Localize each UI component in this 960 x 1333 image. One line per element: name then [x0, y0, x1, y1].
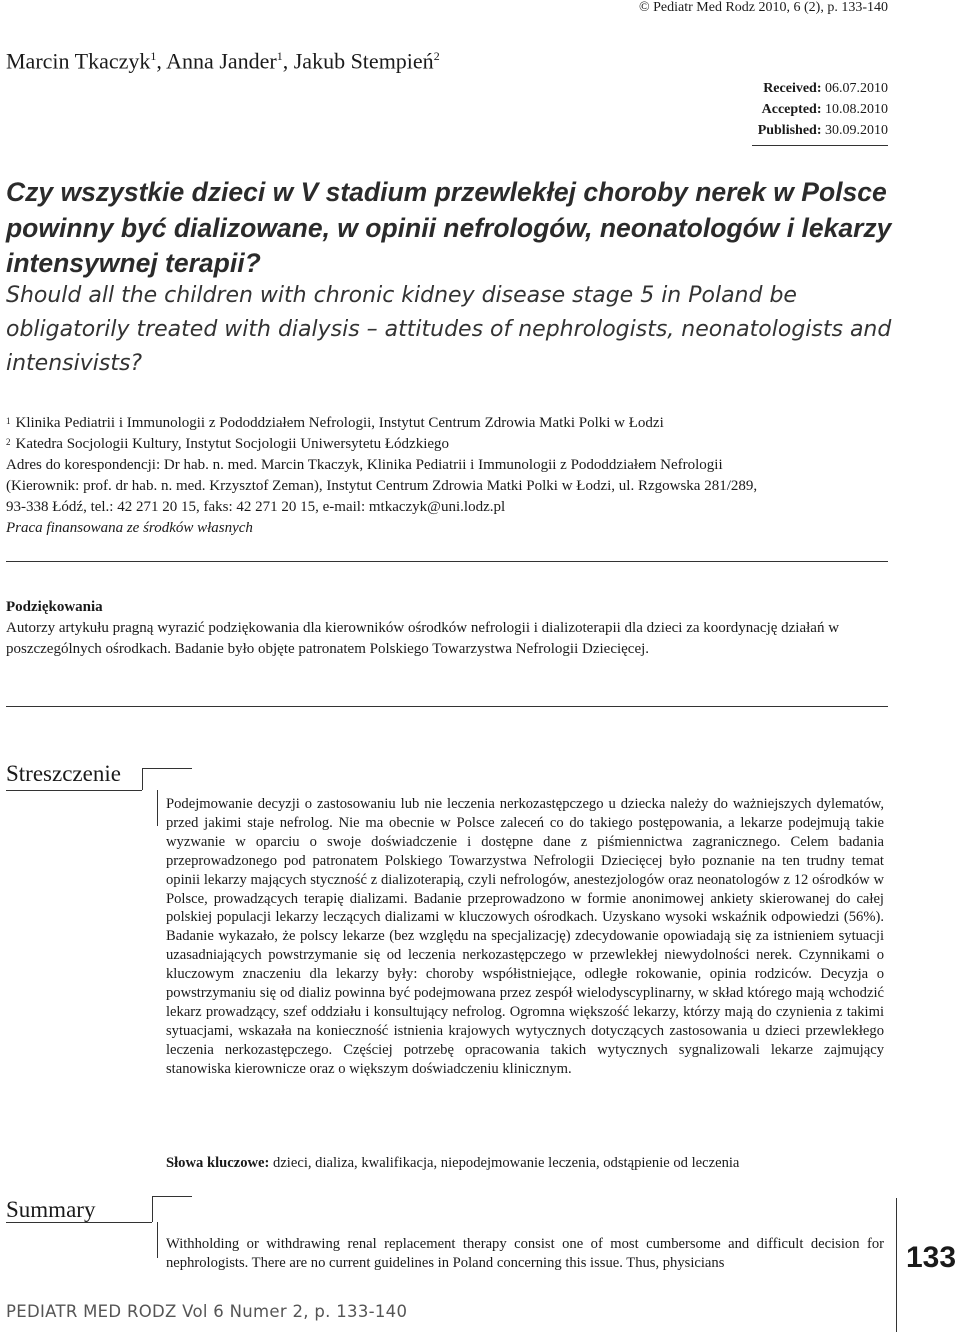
- summary-body: Withholding or withdrawing renal replacement therapy consist one of most cumbersome and difficult decision for nephrologists. There are no current guidelines in Poland concerning this issue. Thus, physicians: [166, 1236, 884, 1271]
- summary-heading-underline: [6, 1222, 152, 1223]
- affiliation-number: 1: [6, 416, 11, 426]
- keywords-text: dzieci, dializa, kwalifikacja, niepodejmowanie leczenia, odstąpienie od leczenia: [273, 1155, 740, 1171]
- page-number: 133: [906, 1241, 957, 1274]
- author-name: Marcin Tkaczyk: [6, 48, 151, 74]
- author-name: Anna Jander: [166, 48, 277, 74]
- summary-side-rule: [157, 1222, 158, 1258]
- journal-reference: © Pediatr Med Rodz 2010, 6 (2), p. 133-140: [639, 0, 888, 15]
- abstract-side-rule: [157, 790, 158, 826]
- correspondence-line-2: (Kierownik: prof. dr hab. n. med. Krzysztof Zeman), Instytut Centrum Zdrowia Matki Polki w Łodzi, ul. Rzgowska 281/289,: [6, 478, 758, 494]
- author-separator: ,: [156, 48, 167, 74]
- author-affiliation-mark: 2: [433, 49, 440, 63]
- acknowledgements: [6, 597, 886, 660]
- abstract-heading-cap: [142, 768, 192, 769]
- keywords-label: Słowa kluczowe:: [166, 1155, 270, 1171]
- funding-note: Praca finansowana ze środków własnych: [6, 520, 253, 536]
- affiliation-text: Klinika Pediatrii i Immunologii z Pododdziałem Nefrologii, Instytut Centrum Zdrowia Matki Polki w Łodzi: [15, 415, 664, 431]
- footer-citation: PEDIATR MED RODZ Vol 6 Numer 2, p. 133-140: [6, 1302, 408, 1321]
- abstract-heading-underline: [6, 790, 142, 791]
- title-polish: Czy wszystkie dzieci w V stadium przewlekłej choroby nerek w Polsce powinny być dializowane, w opinii nefrologów, neonatologów i lekarzy intensywnej terapii?: [6, 177, 892, 278]
- affiliation-1: [6, 413, 757, 434]
- author-list: [6, 42, 440, 75]
- received-date: 06.07.2010: [825, 81, 888, 96]
- summary-heading-cap: [152, 1196, 192, 1197]
- title-english: Should all the children with chronic kidney disease stage 5 in Poland be obligatorily treated with dialysis – attitudes of nephrologists, neonatologists and intensivists?: [6, 283, 892, 376]
- accepted-label: Accepted:: [761, 102, 822, 117]
- page-number-rule: [896, 1198, 897, 1332]
- published-date: 30.09.2010: [825, 123, 888, 138]
- published-label: Published:: [757, 123, 822, 138]
- accepted-date-row: [758, 99, 888, 120]
- accepted-date: 10.08.2010: [825, 102, 888, 117]
- affiliation-divider: [6, 561, 888, 562]
- affiliation-number: 2: [6, 437, 11, 447]
- abstract-body: [166, 795, 884, 1079]
- abstract-heading: Streszczenie: [6, 761, 121, 786]
- article-dates: [758, 78, 888, 141]
- acknowledgements-heading: Podziękowania: [6, 599, 103, 615]
- dates-divider: [752, 145, 888, 146]
- correspondence-line-3: 93-338 Łódź, tel.: 42 271 20 15, faks: 42 271 20 15, e-mail: mtkaczyk@uni.lodz.pl: [6, 499, 506, 515]
- acknowledgements-divider: [6, 706, 888, 707]
- summary-heading: Summary: [6, 1197, 96, 1222]
- affiliation-2: [6, 434, 757, 455]
- affiliations: [6, 413, 757, 539]
- received-date-row: [758, 78, 888, 99]
- author-affiliation-mark: 1: [150, 49, 157, 63]
- received-label: Received:: [763, 81, 822, 96]
- abstract-heading-bracket: [142, 768, 143, 790]
- keywords: [166, 1154, 906, 1172]
- author-affiliation-mark: 1: [276, 49, 283, 63]
- acknowledgements-text: Autorzy artykułu pragną wyrazić podziękowania dla kierowników ośrodków nefrologii i dializoterapii dla dzieci za koordynację działań w poszczególnych ośrodkach. Badanie było objęte patronatem Polskiego Towarzystwa Nefrologii Dziecięcej.: [6, 620, 840, 657]
- abstract-text: Podejmowanie decyzji o zastosowaniu lub nie leczenia nerkozastępczego u dziecka należy do ważniejszych dylematów, przed jakimi staje nefrolog. Nie ma obecnie w Polsce zaleceń co do takiego postępowania, a lekarze podejmują takie wyzwanie w oparciu o swoje doświadczenie i dostępne dane z piśmiennictwa zagranicznego. Celem badania przeprowadzonego pod patronatem Polskiego Towarzystwa Nefrologii Dziecięcej było poznanie na ten trudny temat opinii lekarzy mających styczność z dializoterapią, czyli nefrologów, anestezjologów oraz neonatologów z 12 ośrodków w Polsce, prowadzących terapię dializami. Badanie przeprowadzono w formie anonimowej ankiety skierowanej do całej polskiej populacji lekarzy leczących dializami w kluczowych ośrodkach. Uzyskano wysoki wskaźnik odpowiedzi (56%). Badanie wykazało, że polscy lekarze (bez względu na specjalizację) zdecydowanie opowiadają się za istnieniem sytuacji uzasadniających powstrzymanie się od leczenia nerkozastępczego w przewlekłej niewydolności nerek. Czynnikami o kluczowym znaczeniu dla lekarzy były: choroby współistniejące, odległe rokowanie, opinia rodziców. Decyzja o powstrzymaniu się od dializ powinna być podejmowana przez zespół wielodyscyplinarny, w skład którego mają wchodzić lekarz prowadzący, szef oddziału i konsultujący nefrolog. Ogromna większość lekarzy, którzy mają do czynienia z takimi sytuacjami, wskazała na konieczność istnienia krajowych wytycznych dotyczących zastosowania u dzieci przewlekłego leczenia nerkozastępczego. Częściej potrzebę opracowania takich wytycznych sygnalizowali lekarze zajmujący stanowiska kierownicze oraz o większym doświadczeniu klinicznym.: [166, 796, 884, 1077]
- published-date-row: [758, 120, 888, 141]
- summary-heading-bracket: [152, 1196, 153, 1222]
- author-name: Jakub Stempień: [293, 48, 434, 74]
- affiliation-text: Katedra Socjologii Kultury, Instytut Socjologii Uniwersytetu Łódzkiego: [15, 436, 450, 452]
- correspondence-line-1: Adres do korespondencji: Dr hab. n. med. Marcin Tkaczyk, Klinika Pediatrii i Immunologii z Pododdziałem Nefrologii: [6, 457, 723, 473]
- author-separator: ,: [282, 48, 294, 74]
